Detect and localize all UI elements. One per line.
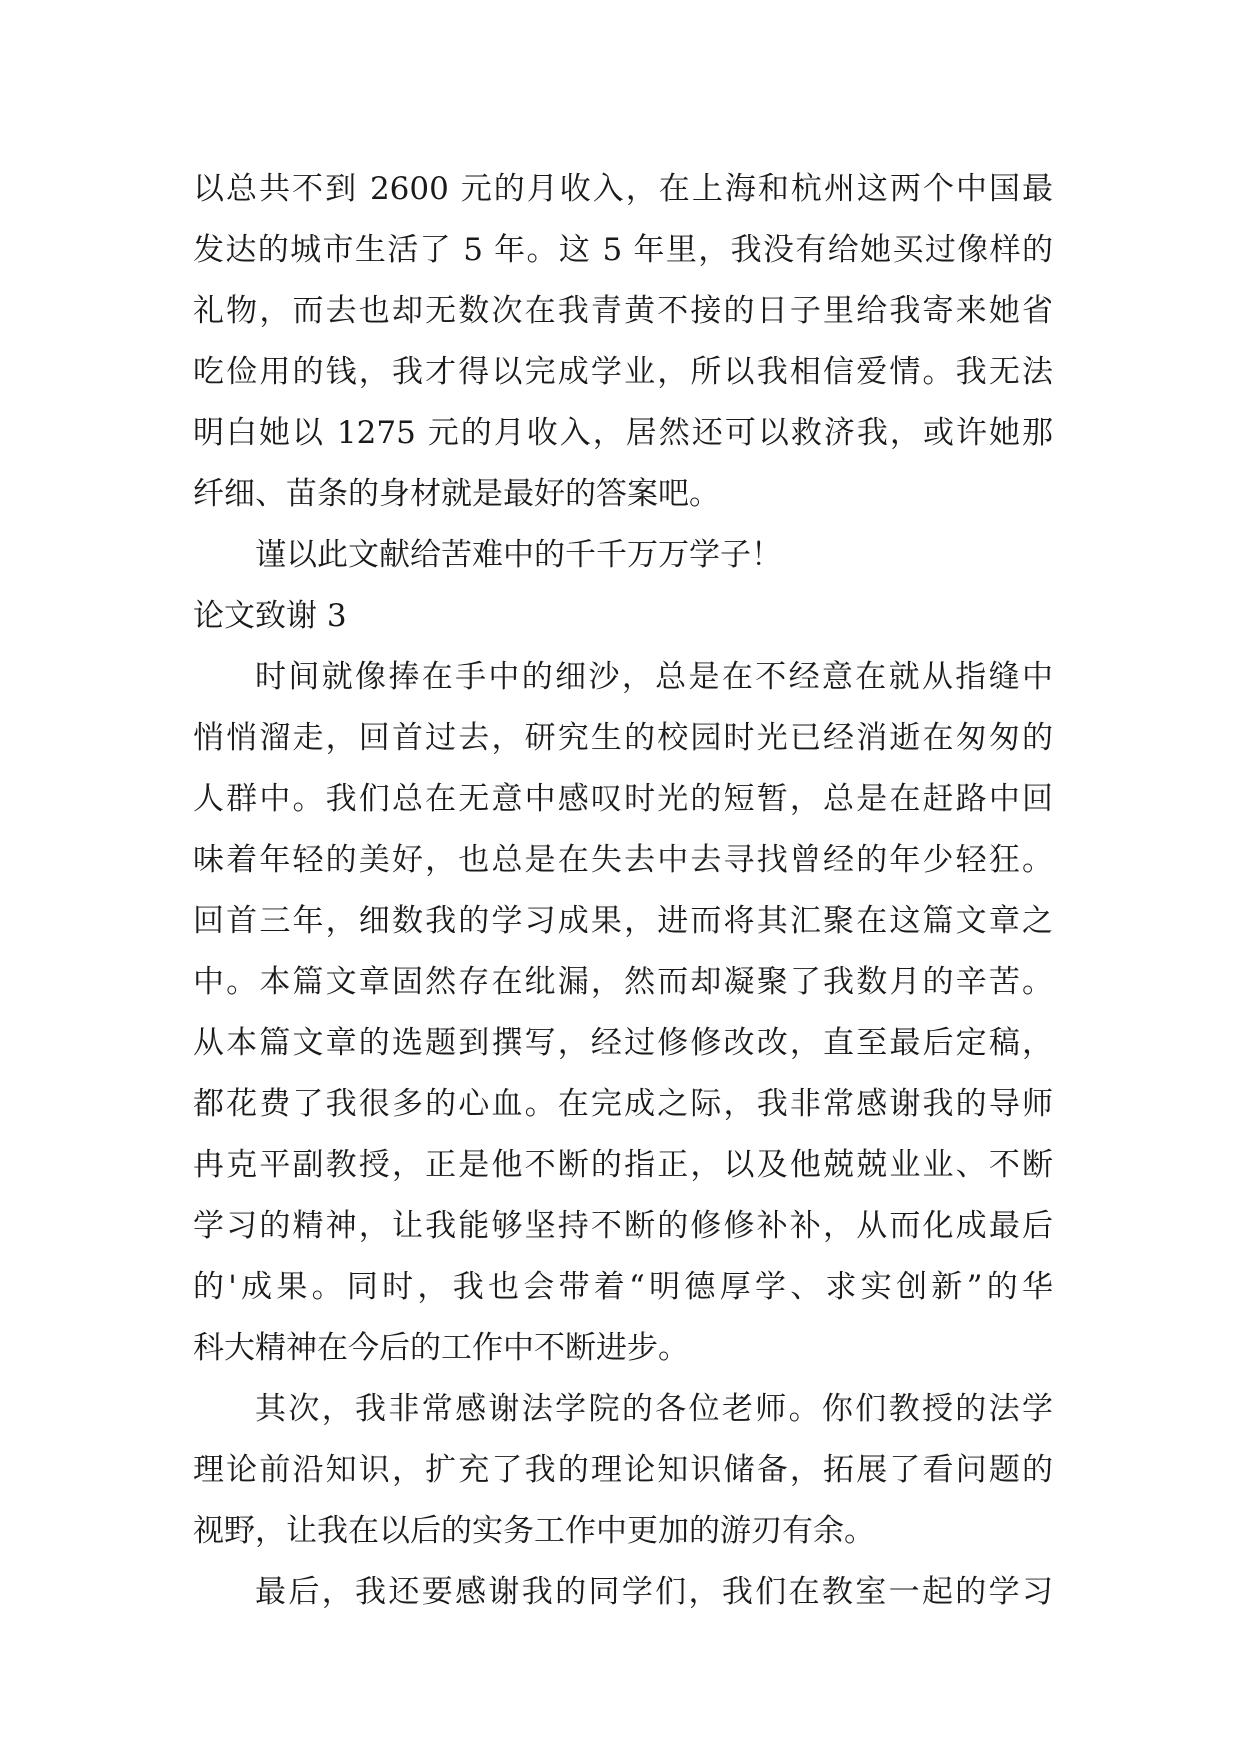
text-line: 纤细、苗条的身材就是最好的答案吧。 [193,476,720,512]
text-line: 人群中。我们总在无意中感叹时光的短暂，总是在赶路中回 [193,781,1053,817]
text-line: 冉克平副教授，正是他不断的指正，以及他兢兢业业、不断 [193,1147,1053,1183]
text-line: 以总共不到 2600 元的月收入，在上海和杭州这两个中国最 [193,171,1053,207]
text-line: 回首三年，细数我的学习成果，进而将其汇聚在这篇文章之 [193,903,1053,939]
text-line: 吃俭用的钱，我才得以完成学业，所以我相信爱情。我无法 [193,354,1053,390]
text-line: 视野，让我在以后的实务工作中更加的游刃有余。 [193,1513,875,1549]
dedication-line: 谨以此文献给苦难中的千千万万学子！ [255,537,782,573]
text-line: 科大精神在今后的工作中不断进步。 [193,1330,689,1366]
text-line: 中。本篇文章固然存在纰漏，然而却凝聚了我数月的辛苦。 [193,964,1053,1000]
body-text [193,159,1053,1623]
text-line: 时间就像捧在手中的细沙，总是在不经意在就从指缝中 [255,659,1053,695]
text-line: 的'成果。同时，我也会带着“明德厚学、求实创新”的华 [193,1269,1053,1305]
text-line: 明白她以 1275 元的月收入，居然还可以救济我，或许她那 [193,415,1053,451]
text-line: 都花费了我很多的心血。在完成之际，我非常感谢我的导师 [193,1086,1053,1122]
text-line: 礼物，而去也却无数次在我青黄不接的日子里给我寄来她省 [193,293,1053,329]
text-line: 悄悄溜走，回首过去，研究生的校园时光已经消逝在匆匆的 [193,720,1053,756]
text-line: 理论前沿知识，扩充了我的理论知识储备，拓展了看问题的 [193,1452,1053,1488]
text-line: 从本篇文章的选题到撰写，经过修修改改，直至最后定稿， [193,1025,1053,1061]
text-line: 发达的城市生活了 5 年。这 5 年里，我没有给她买过像样的 [193,232,1053,268]
text-line: 学习的精神，让我能够坚持不断的修修补补，从而化成最后 [193,1208,1053,1244]
text-line: 其次，我非常感谢法学院的各位老师。你们教授的法学 [255,1391,1053,1427]
text-line: 最后，我还要感谢我的同学们，我们在教室一起的学习 [255,1574,1053,1610]
section-heading: 论文致谢 3 [193,598,347,634]
text-line: 味着年轻的美好，也总是在失去中去寻找曾经的年少轻狂。 [193,842,1053,878]
